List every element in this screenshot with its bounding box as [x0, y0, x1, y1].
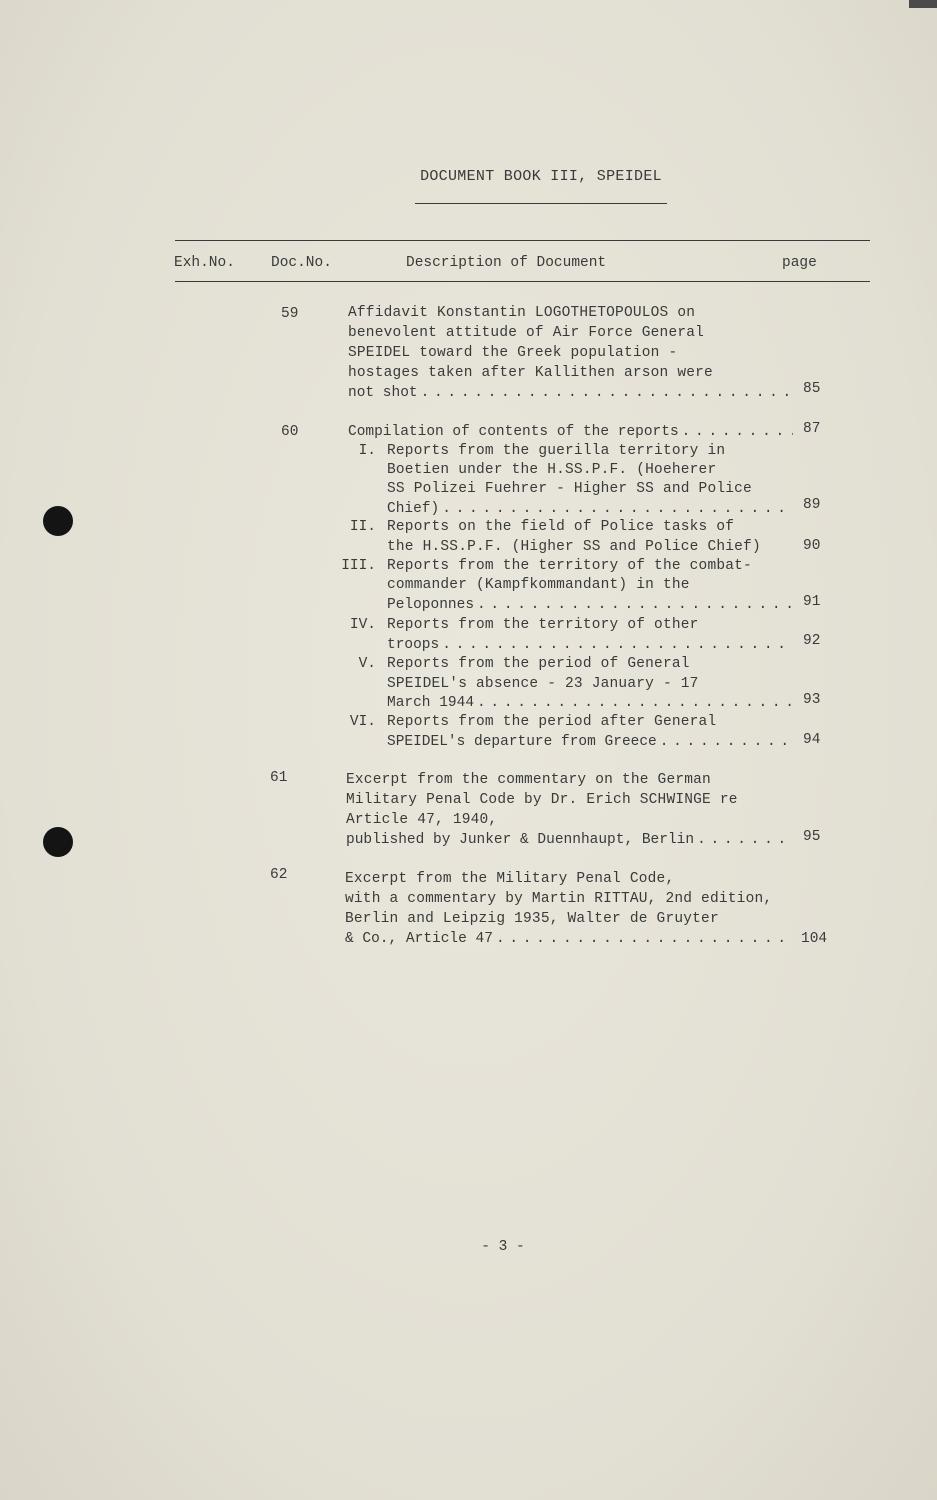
table-top-rule [175, 240, 870, 241]
description-line: Reports from the period of General [387, 656, 690, 672]
description-leader-line [345, 930, 796, 949]
description-leader-line [348, 423, 796, 442]
page-number: 104 [801, 931, 828, 947]
page-number: 90 [803, 538, 821, 554]
description-line: Berlin and Leipzig 1935, Walter de Gruyter [345, 911, 719, 927]
description-line: Reports from the period after General [387, 714, 717, 730]
doc-number: 60 [281, 424, 299, 440]
punch-hole-lower [43, 827, 73, 857]
description-line: Excerpt from the Military Penal Code, [345, 871, 675, 887]
description-leader-line [387, 636, 796, 655]
description-leader-line [387, 694, 796, 713]
roman-numeral: II. [349, 519, 376, 535]
dot-leader [421, 384, 793, 403]
roman-numeral: V. [358, 656, 376, 672]
header-description: Description of Document [406, 255, 607, 271]
description-line: Compilation of contents of the reports [348, 424, 679, 440]
punch-hole-upper [43, 506, 73, 536]
description-line: Reports from the territory of the combat- [387, 558, 752, 574]
description-leader-line [346, 831, 796, 850]
header-doc-no: Doc.No. [271, 255, 332, 271]
dot-leader [477, 694, 793, 713]
description-line: Affidavit Konstantin LOGOTHETOPOULOS on [348, 305, 696, 321]
doc-number: 61 [270, 770, 288, 786]
dot-leader [660, 733, 793, 752]
dot-leader [682, 423, 793, 442]
description-leader-line [387, 596, 796, 615]
description-line: Peloponnes [387, 597, 475, 613]
description-line: Military Penal Code by Dr. Erich SCHWINGE re [346, 792, 738, 808]
doc-number: 59 [281, 306, 299, 322]
roman-numeral: I. [358, 443, 376, 459]
description-leader-line [387, 733, 796, 752]
description-line: not shot [348, 385, 418, 401]
description-line: the H.SS.P.F. (Higher SS and Police Chief) [387, 539, 761, 555]
description-line: commander (Kampfkommandant) in the [387, 577, 690, 593]
title-underline [415, 203, 667, 204]
page-number: 87 [803, 421, 821, 437]
document-title: DOCUMENT BOOK III, SPEIDEL [420, 168, 662, 185]
description-line: Article 47, 1940, [346, 812, 498, 828]
description-line: Reports from the guerilla territory in [387, 443, 726, 459]
page-number: 91 [803, 594, 821, 610]
description-line: SPEIDEL toward the Greek population - [348, 345, 678, 361]
description-line: Boetien under the H.SS.P.F. (Hoeherer [387, 462, 717, 478]
description-line: Chief) [387, 501, 440, 517]
page-footer-number: - 3 - [481, 1239, 525, 1255]
description-line: Excerpt from the commentary on the German [346, 772, 711, 788]
dot-leader [496, 930, 793, 949]
doc-number: 62 [270, 867, 288, 883]
roman-numeral: III. [341, 558, 376, 574]
description-line: hostages taken after Kallithen arson were [348, 365, 713, 381]
description-leader-line [348, 384, 796, 403]
dot-leader [442, 636, 793, 655]
dot-leader [477, 596, 793, 615]
description-line: Reports from the territory of other [387, 617, 699, 633]
header-page: page [782, 255, 817, 271]
dot-leader [697, 831, 793, 850]
description-line: SS Polizei Fuehrer - Higher SS and Police [387, 481, 752, 497]
roman-numeral: VI. [349, 714, 376, 730]
description-line: troops [387, 637, 440, 653]
description-line: SPEIDEL's absence - 23 January - 17 [387, 676, 699, 692]
dot-leader [442, 500, 793, 519]
header-exh-no: Exh.No. [174, 255, 235, 271]
description-line: published by Junker & Duennhaupt, Berlin [346, 832, 695, 848]
roman-numeral: IV. [349, 617, 376, 633]
corner-mark [909, 0, 937, 8]
description-line: SPEIDEL's departure from Greece [387, 734, 657, 750]
table-header-rule [175, 281, 870, 282]
page-number: 92 [803, 633, 821, 649]
page-number: 95 [803, 829, 821, 845]
page-number: 89 [803, 497, 821, 513]
description-leader-line [387, 500, 796, 519]
page-number: 94 [803, 732, 821, 748]
page-number: 85 [803, 381, 821, 397]
description-line: benevolent attitude of Air Force General [348, 325, 705, 341]
description-line: with a commentary by Martin RITTAU, 2nd edition, [345, 891, 773, 907]
description-line: March 1944 [387, 695, 475, 711]
description-line: Reports on the field of Police tasks of [387, 519, 735, 535]
description-line: & Co., Article 47 [345, 931, 493, 947]
page-number: 93 [803, 692, 821, 708]
